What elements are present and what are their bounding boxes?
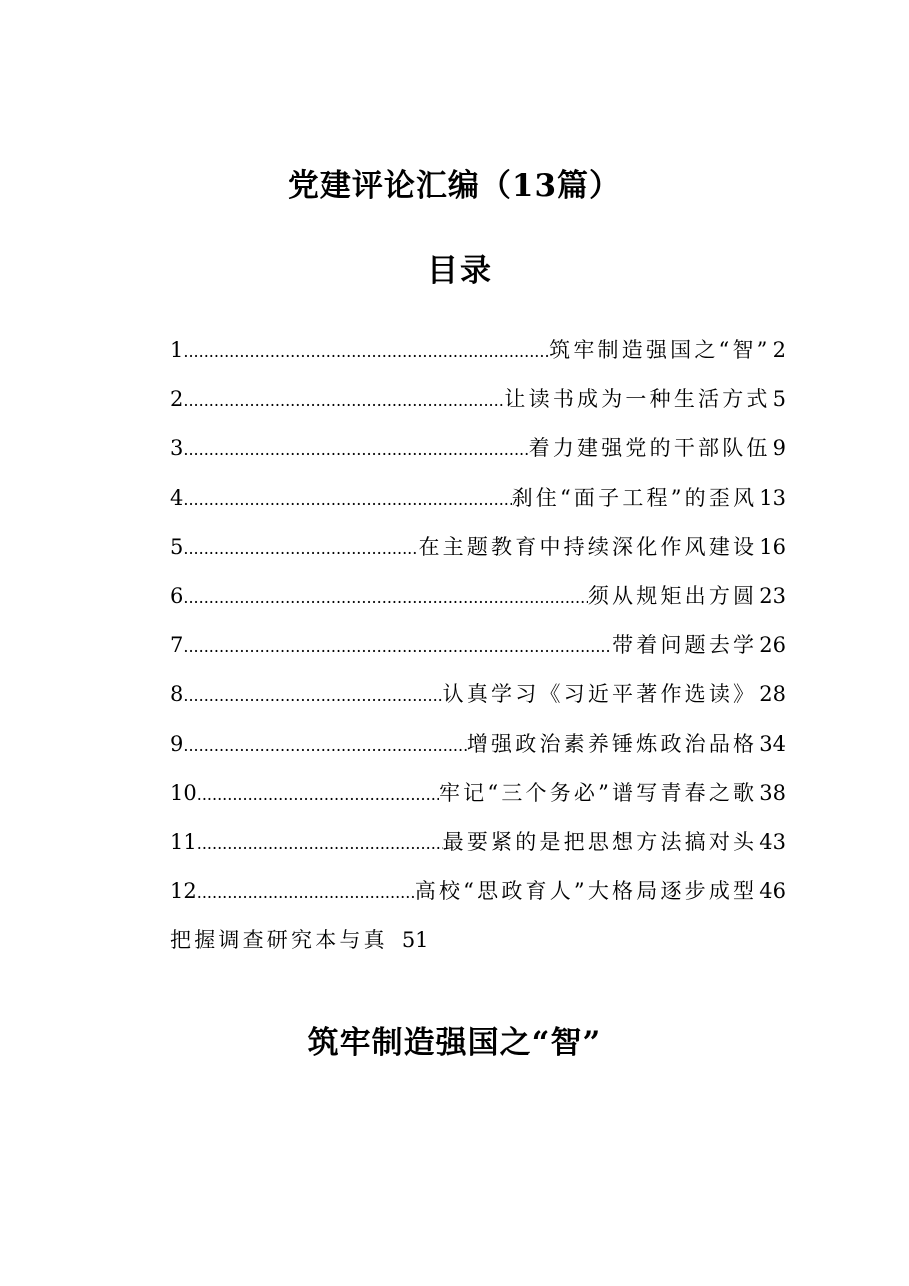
toc-dot-leader xyxy=(183,721,466,770)
toc-entry-number: 3 xyxy=(170,436,184,461)
toc-entry-number: 2 xyxy=(170,387,184,412)
table-of-contents xyxy=(170,326,786,965)
toc-entry[interactable] xyxy=(170,670,786,719)
toc-entry-page: 51 xyxy=(401,928,429,953)
toc-entry-title: 认真学习《习近平著作选读》 xyxy=(442,682,758,707)
toc-entry-title: 刹住“面子工程”的歪风 xyxy=(511,485,758,510)
toc-heading: 目录 xyxy=(427,253,493,289)
toc-entry-page: 16 xyxy=(759,534,786,559)
toc-dot-leader xyxy=(183,327,549,376)
toc-entry[interactable] xyxy=(170,621,786,670)
toc-entry-page: 28 xyxy=(759,682,786,707)
toc-entry-title: 须从规矩出方圆 xyxy=(587,583,758,608)
toc-entry-number: 11 xyxy=(170,829,197,854)
toc-entry-number: 10 xyxy=(170,780,197,805)
toc-entry[interactable] xyxy=(170,572,786,621)
toc-dot-leader xyxy=(197,868,415,917)
toc-entry[interactable] xyxy=(170,867,786,916)
toc-entry-unnumbered[interactable] xyxy=(170,916,786,965)
toc-entry[interactable] xyxy=(170,326,786,375)
toc-entry-title: 牢记“三个务必”谱写青春之歌 xyxy=(438,780,758,805)
toc-dot-leader xyxy=(183,524,418,573)
toc-dot-leader xyxy=(183,573,587,622)
toc-entry[interactable] xyxy=(170,523,786,572)
toc-dot-leader xyxy=(183,475,511,524)
toc-entry-title: 在主题教育中持续深化作风建设 xyxy=(418,534,758,559)
toc-entry-title: 带着问题去学 xyxy=(612,633,758,658)
toc-entry-number: 7 xyxy=(170,633,184,658)
toc-entry-title: 筑牢制造强国之“智” xyxy=(549,338,771,362)
toc-entry-title: 让读书成为一种生活方式 xyxy=(504,387,771,412)
toc-entry-number: 12 xyxy=(170,879,197,904)
toc-entry[interactable] xyxy=(170,474,786,523)
toc-entry-number: 8 xyxy=(170,682,184,707)
toc-dot-leader xyxy=(183,622,612,671)
toc-entry-title: 最要紧的是把思想方法搞对头 xyxy=(442,829,758,854)
toc-entry[interactable] xyxy=(170,818,786,867)
toc-entry-page: 34 xyxy=(759,731,786,756)
toc-entry[interactable] xyxy=(170,375,786,424)
toc-entry-page: 23 xyxy=(759,583,786,608)
toc-entry-number: 5 xyxy=(170,534,184,559)
toc-entry-page: 43 xyxy=(759,829,786,854)
toc-entry-title: 着力建强党的干部队伍 xyxy=(528,436,771,461)
toc-dot-leader xyxy=(183,376,504,425)
toc-entry-page: 38 xyxy=(759,780,786,805)
toc-dot-leader xyxy=(183,671,442,720)
toc-entry-number: 9 xyxy=(170,731,184,756)
toc-entry-page: 26 xyxy=(759,633,786,658)
toc-entry-number: 1 xyxy=(170,338,184,362)
toc-dot-leader xyxy=(183,425,528,474)
toc-entry[interactable] xyxy=(170,769,786,818)
toc-entry-page: 9 xyxy=(772,436,786,461)
toc-entry-title: 把握调查研究本与真 xyxy=(170,928,388,953)
toc-entry-title: 增强政治素养锤炼政治品格 xyxy=(466,731,758,756)
toc-dot-leader xyxy=(197,770,439,819)
toc-entry-page: 2 xyxy=(772,338,786,362)
toc-entry[interactable] xyxy=(170,720,786,769)
toc-entry-page: 46 xyxy=(759,879,786,904)
toc-entry-number: 6 xyxy=(170,583,184,608)
section-title: 筑牢制造强国之“智” xyxy=(307,1025,602,1061)
toc-dot-leader xyxy=(197,819,443,868)
toc-entry-page: 13 xyxy=(759,485,786,510)
toc-entry-page: 5 xyxy=(772,387,786,412)
toc-entry-title: 高校“思政育人”大格局逐步成型 xyxy=(414,879,758,904)
toc-entry[interactable] xyxy=(170,424,786,473)
document-title: 党建评论汇编（13篇） xyxy=(287,168,622,204)
toc-entry-number: 4 xyxy=(170,485,184,510)
